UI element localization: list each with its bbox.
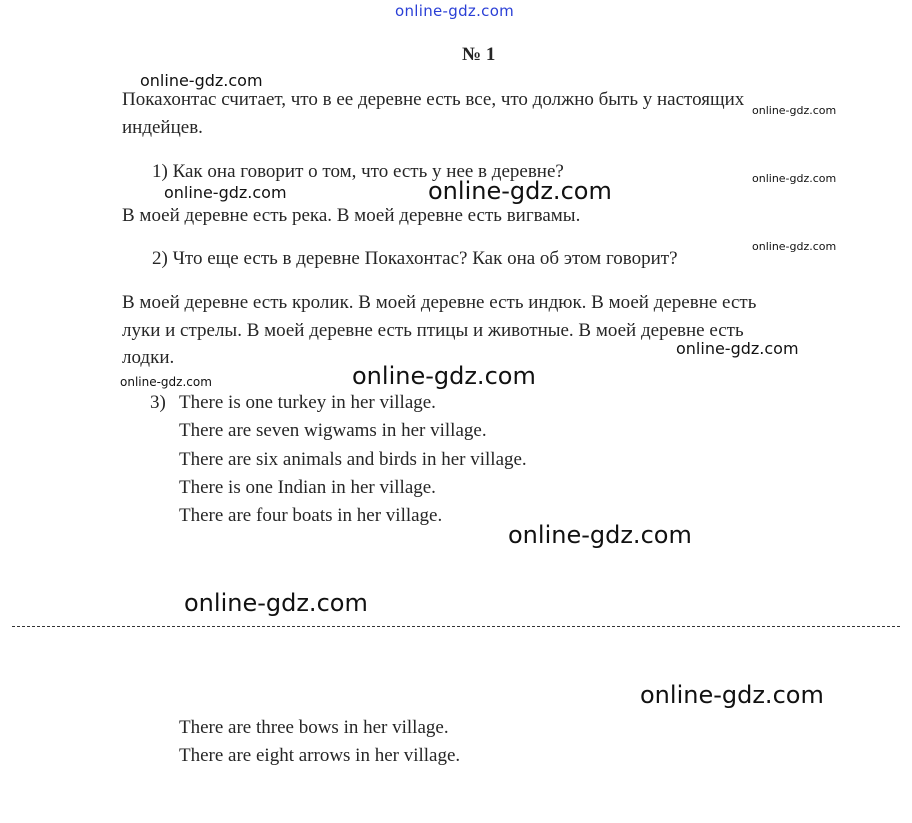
- watermark: online-gdz.com: [164, 183, 287, 202]
- english-line-6: There are three bows in her village.: [179, 717, 449, 738]
- english-line-3: There are six animals and birds in her village.: [179, 449, 527, 470]
- watermark: online-gdz.com: [184, 589, 368, 617]
- english-line-2: There are seven wigwams in her village.: [179, 420, 487, 441]
- watermark: online-gdz.com: [752, 172, 837, 185]
- answer-2-line-2: луки и стрелы. В моей деревне есть птицы и животные. В моей деревне есть: [122, 320, 744, 341]
- english-line-7: There are eight arrows in her village.: [179, 745, 461, 766]
- answer-2-line-1: В моей деревне есть кролик. В моей деревне есть индюк. В моей деревне есть: [122, 292, 757, 313]
- english-line-4: There is one Indian in her village.: [179, 477, 436, 498]
- watermark: online-gdz.com: [752, 104, 837, 117]
- watermark: online-gdz.com: [140, 71, 263, 90]
- intro-text-line-1: Покахонтас считает, что в ее деревне есть все, что должно быть у настоящих: [122, 89, 745, 110]
- answer-2-line-3: лодки.: [122, 347, 175, 368]
- watermark: online-gdz.com: [428, 177, 612, 205]
- question-2: 2) Что еще есть в деревне Покахонтас? Как она об этом говорит?: [152, 248, 678, 269]
- intro-text-line-2: индейцев.: [122, 117, 203, 138]
- question-3-number: 3): [150, 392, 166, 413]
- exercise-title: № 1: [462, 44, 496, 65]
- watermark: online-gdz.com: [640, 681, 824, 709]
- english-line-1: There is one turkey in her village.: [179, 392, 436, 413]
- english-line-5: There are four boats in her village.: [179, 505, 443, 526]
- watermark-top: online-gdz.com: [395, 2, 515, 20]
- watermark: online-gdz.com: [676, 339, 799, 358]
- watermark: online-gdz.com: [752, 240, 837, 253]
- watermark: online-gdz.com: [508, 521, 692, 549]
- watermark: online-gdz.com: [352, 362, 536, 390]
- page-separator: [12, 626, 900, 627]
- answer-1: В моей деревне есть река. В моей деревне есть вигвамы.: [122, 205, 581, 226]
- watermark: online-gdz.com: [120, 375, 212, 389]
- question-1: 1) Как она говорит о том, что есть у нее в деревне?: [152, 161, 564, 182]
